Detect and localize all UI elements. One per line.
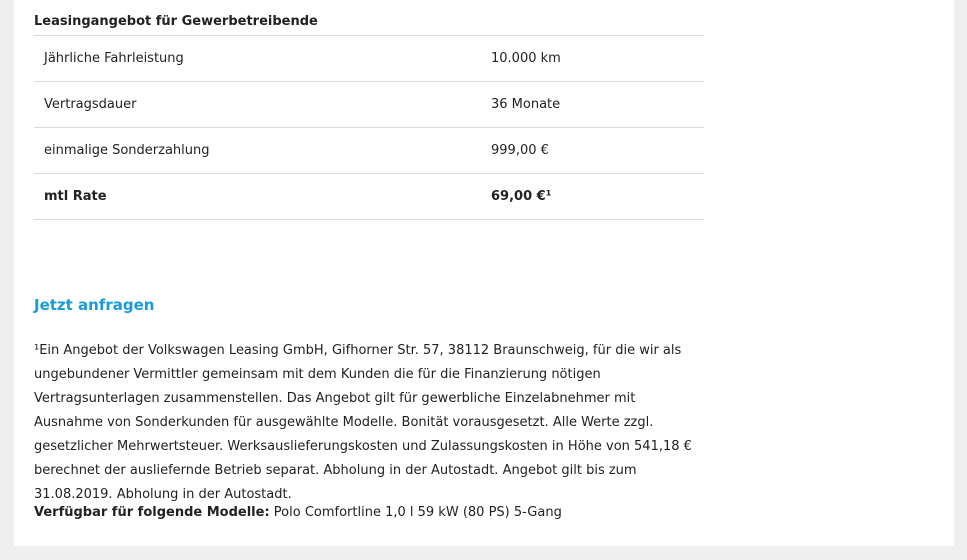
legal-footnote: ¹Ein Angebot der Volkswagen Leasing GmbH, Gifhorner Str. 57, 38112 Braunschweig, für die wir als ungebundener Vermittler gemeinsam mit dem Kunden die für die Finanzierung nötigen Vertragsunterlagen zusammenstellen. Das Angebot gilt für gewerbliche Einzelabnehmer mit Ausnahme von Sonderkunden für ausgewählte Modelle. Bonität vorausgesetzt. Alle Werte zzgl. gesetzlicher Mehrwertsteuer. Werksauslieferungskosten und Zulassungskosten in Höhe von 541,18 € berechnet der ausliefernde Betrieb separat. Abholung in der Autostadt. Angebot gilt bis zum 31.08.2019. Abholung in der Autostadt.: [34, 343, 692, 502]
offer-table: [34, 35, 704, 220]
available-models-value: Polo Comfortline 1,0 l 59 kW (80 PS) 5-Gang: [273, 505, 562, 520]
available-models: [34, 505, 704, 520]
row-value: 36 Monate: [491, 97, 561, 112]
row-label: einmalige Sonderzahlung: [44, 143, 210, 158]
table-row-annual-mileage: [34, 36, 704, 82]
table-row-contract-duration: [34, 82, 704, 128]
offer-card: [14, 0, 954, 546]
request-offer-link[interactable]: Jetzt anfragen: [34, 296, 155, 314]
row-label: Jährliche Fahrleistung: [44, 51, 184, 66]
row-label: mtl Rate: [44, 189, 107, 204]
offer-table-title: Leasingangebot für Gewerbetreibende: [34, 14, 318, 29]
table-row-monthly-rate: [34, 174, 704, 220]
available-models-label: Verfügbar für folgende Modelle:: [34, 505, 270, 520]
table-row-down-payment: [34, 128, 704, 174]
row-value: 69,00 €¹: [491, 189, 552, 204]
row-label: Vertragsdauer: [44, 97, 137, 112]
row-value: 10.000 km: [491, 51, 561, 66]
row-value: 999,00 €: [491, 143, 549, 158]
